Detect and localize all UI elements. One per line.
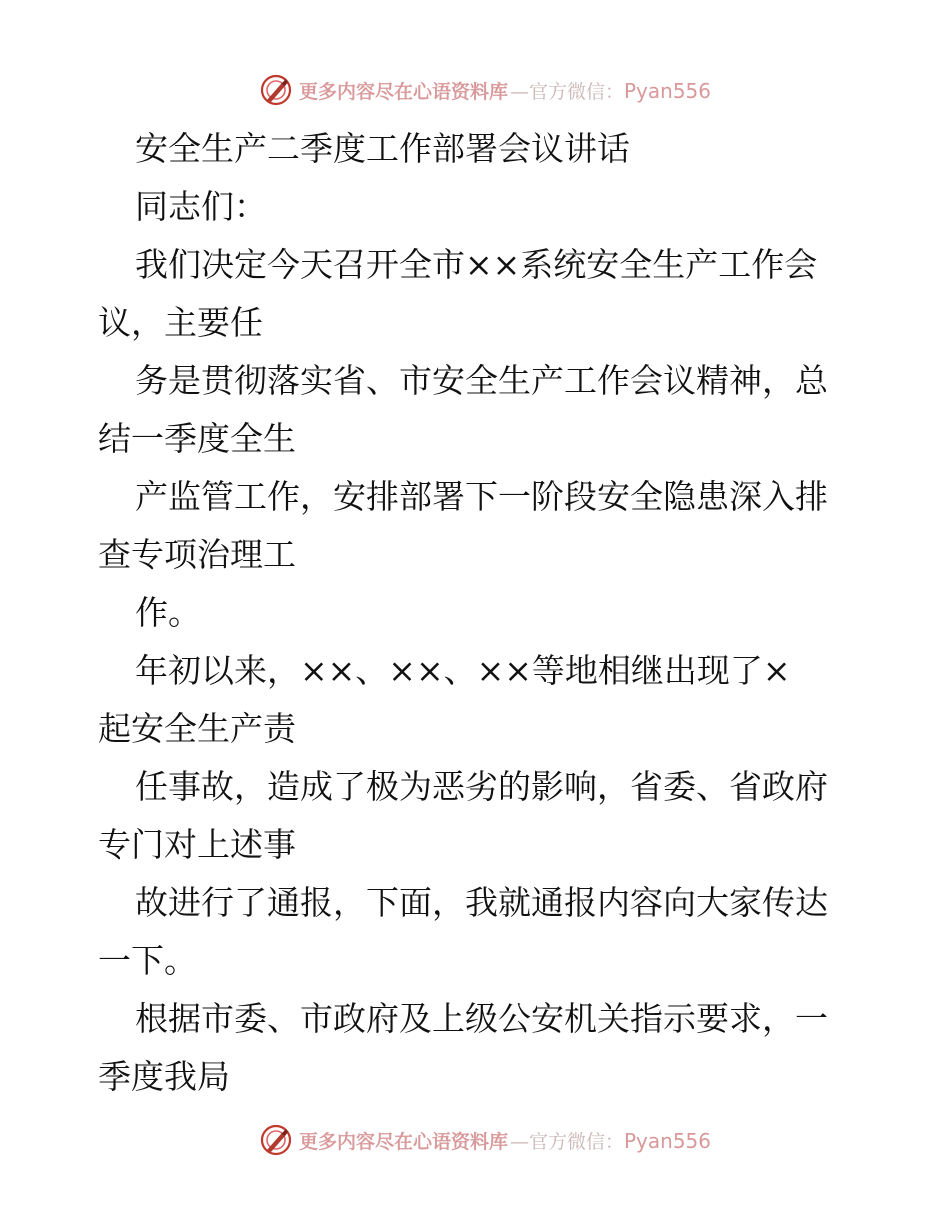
header-watermark bbox=[0, 70, 950, 110]
body-line: 根据市委、市政府及上级公安机关指示要求，一 bbox=[135, 999, 828, 1038]
body-line: 产监管工作，安排部署下一阶段安全隐患深入排 bbox=[135, 477, 828, 516]
body-line: 作。 bbox=[135, 593, 201, 632]
pen-logo-icon bbox=[259, 73, 293, 107]
pen-logo-icon bbox=[259, 1123, 293, 1157]
body-line: 故进行了通报，下面，我就通报内容向大家传达 bbox=[135, 883, 828, 922]
watermark-tail-label: —官方微信： bbox=[509, 80, 624, 103]
body-line: 议，主要任 bbox=[98, 303, 263, 342]
body-line: 季度我局 bbox=[98, 1057, 230, 1096]
body-line: 我们决定今天召开全市××系统安全生产工作会 bbox=[135, 245, 818, 284]
body-line: 结一季度全生 bbox=[98, 419, 296, 458]
salutation: 同志们： bbox=[135, 187, 267, 226]
watermark-tail-label: —官方微信： bbox=[509, 1130, 624, 1153]
watermark-text: 更多内容尽在心语资料库 bbox=[298, 1130, 508, 1153]
watermark-id: Pyan556 bbox=[624, 78, 712, 103]
body-line: 务是贯彻落实省、市安全生产工作会议精神，总 bbox=[135, 361, 828, 400]
body-line: 起安全生产责 bbox=[98, 709, 296, 748]
body-line: 年初以来，××、××、××等地相继出现了× bbox=[135, 651, 791, 690]
watermark-text: 更多内容尽在心语资料库 bbox=[298, 80, 508, 103]
body-line: 专门对上述事 bbox=[98, 825, 296, 864]
watermark-tail bbox=[510, 77, 711, 104]
watermark-tail bbox=[510, 1127, 711, 1154]
body-line: 任事故，造成了极为恶劣的影响，省委、省政府 bbox=[135, 767, 828, 806]
document-title: 安全生产二季度工作部署会议讲话 bbox=[135, 129, 630, 168]
body-line: 查专项治理工 bbox=[98, 535, 296, 574]
body-line: 一下。 bbox=[98, 941, 197, 980]
document-body bbox=[98, 120, 858, 1106]
footer-watermark bbox=[0, 1120, 950, 1160]
watermark-id: Pyan556 bbox=[624, 1128, 712, 1153]
